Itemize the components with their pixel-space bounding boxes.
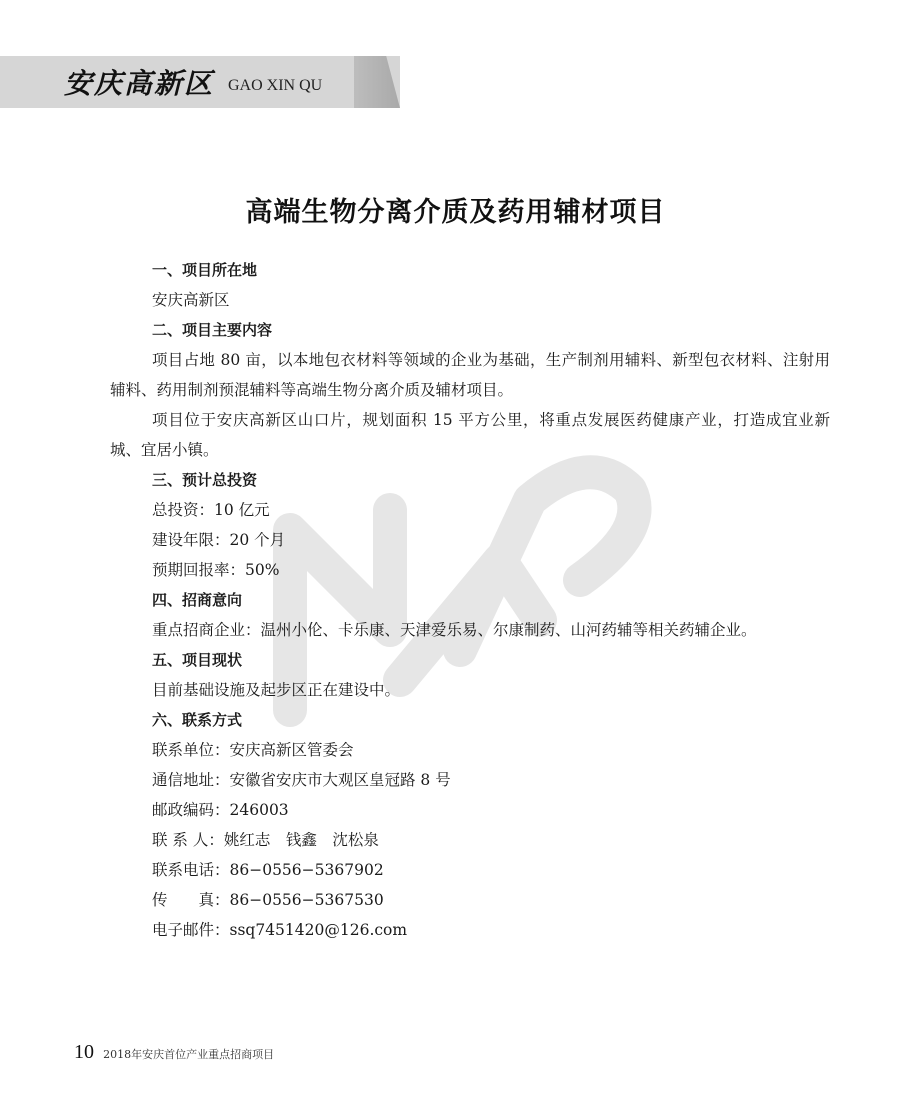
section-heading-location: 一、项目所在地 [152,261,258,279]
investment-total: 总投资：10 亿元 [152,501,270,519]
content-paragraph-2: 项目位于安庆高新区山口片，规划面积 15 平方公里，将重点发展医药健康产业，打造成宜业新城、宜居小镇。 [110,411,830,459]
header-subtitle: GAO XIN QU [228,77,323,94]
section-heading-status: 五、项目现状 [152,651,243,669]
contact-unit: 联系单位：安庆高新区管委会 [152,741,354,759]
contact-fax: 传 真：86−0556−5367530 [152,891,384,909]
investment-return: 预期回报率：50% [152,561,280,579]
document-title: 高端生物分离介质及药用辅材项目 [245,197,666,228]
contact-person: 联 系 人：姚红志 钱鑫 沈松泉 [152,831,379,849]
content-paragraph-1: 项目占地 80 亩，以本地包衣材料等领域的企业为基础，生产制剂用辅料、新型包衣材料、注射用辅料、药用制剂预混辅料等高端生物分离介质及辅材项目。 [110,351,830,399]
document-body [110,255,830,945]
intent-value: 重点招商企业：温州小伦、卡乐康、天津爱乐易、尔康制药、山河药辅等相关药辅企业。 [152,621,757,639]
page-footer [74,1038,274,1069]
contact-address: 通信地址：安徽省安庆市大观区皇冠路 8 号 [152,771,451,789]
page-number: 10 [74,1041,94,1063]
location-value: 安庆高新区 [152,291,230,309]
section-heading-content: 二、项目主要内容 [152,321,273,339]
header-title: 安庆高新区 [64,67,215,100]
contact-phone: 联系电话：86−0556−5367902 [152,861,384,879]
investment-period: 建设年限：20 个月 [152,531,286,549]
status-value: 目前基础设施及起步区正在建设中。 [152,681,401,699]
publication-title: 2018年安庆首位产业重点招商项目 [103,1048,275,1061]
contact-postcode: 邮政编码：246003 [152,801,289,819]
section-heading-contact: 六、联系方式 [152,711,243,729]
section-heading-intent: 四、招商意向 [152,591,243,609]
contact-email: 电子邮件：ssq7451420@126.com [152,921,408,939]
section-heading-investment: 三、预计总投资 [152,471,258,489]
